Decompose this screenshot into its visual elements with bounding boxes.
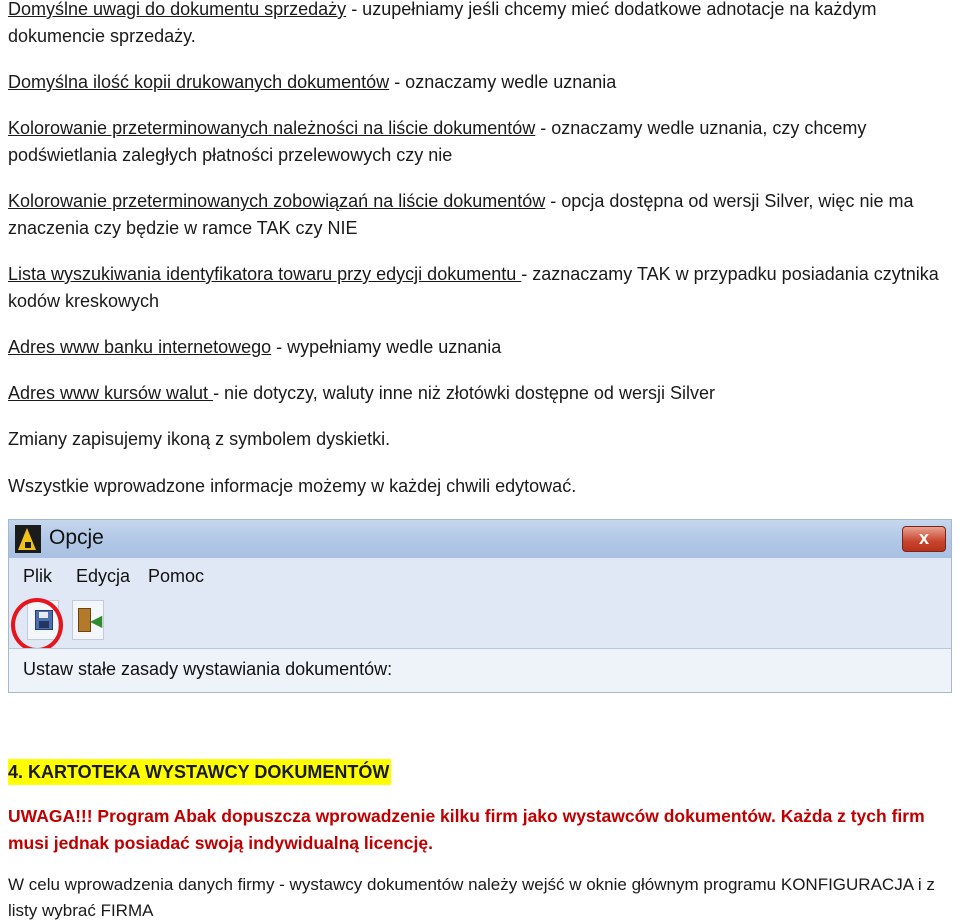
paragraph-text: - oznaczamy wedle uznania <box>389 72 617 92</box>
window-titlebar <box>9 520 951 558</box>
arrow-left-icon: ◀ <box>90 613 103 630</box>
paragraph-text: - oznaczamy wedle uznania, czy chcemy podświetlania zaległych płatności przelewowych czy nie <box>8 118 867 165</box>
window-title: Opcje <box>49 526 104 549</box>
menu-edycja[interactable]: Edycja <box>76 566 131 586</box>
menu-plik[interactable]: Plik <box>23 566 53 586</box>
paragraph-default-notes <box>8 0 953 50</box>
paragraph-overdue-receivables <box>8 115 953 169</box>
link-copy-count[interactable]: Domyślna ilość kopii drukowanych dokumentów <box>8 72 390 92</box>
paragraph-save-hint: Zmiany zapisujemy ikoną z symbolem dyskietki. <box>8 429 391 449</box>
link-bank-url[interactable]: Adres www banku internetowego <box>8 337 272 357</box>
paragraph-bank-url <box>8 334 953 361</box>
exit-button[interactable] <box>72 600 104 640</box>
toolbar <box>9 594 951 648</box>
close-button[interactable]: x <box>902 526 946 552</box>
save-highlight-circle <box>11 598 63 652</box>
paragraph-exchange-rates-url <box>8 380 953 407</box>
link-exchange-rates-url[interactable]: Adres www kursów walut <box>8 383 214 403</box>
options-window <box>8 519 952 693</box>
abak-logo-icon <box>15 525 41 553</box>
section-heading: 4. KARTOTEKA WYSTAWCY DOKUMENTÓW <box>8 759 391 785</box>
status-bar <box>9 648 951 693</box>
menu-bar <box>9 558 951 594</box>
paragraph-text: - opcja dostępna od wersji Silver, więc nie ma znaczenia czy będzie w ramce TAK czy NIE <box>8 191 914 238</box>
paragraph-text: - zaznaczamy TAK w przypadku posiadania czytnika kodów kreskowych <box>8 264 939 311</box>
paragraph-edit-hint: Wszystkie wprowadzone informacje możemy w każdej chwili edytować. <box>8 476 577 496</box>
paragraph-copy-count <box>8 69 953 96</box>
paragraph-item-search-list <box>8 261 953 315</box>
link-item-search-list[interactable]: Lista wyszukiwania identyfikatora towaru przy edycji dokumentu <box>8 264 522 284</box>
paragraph-overdue-liabilities <box>8 188 953 242</box>
link-overdue-receivables[interactable]: Kolorowanie przeterminowanych należności na liście dokumentów <box>8 118 536 138</box>
paragraph-text: - nie dotyczy, waluty inne niż złotówki dostępne od wersji Silver <box>213 383 715 403</box>
warning-text: UWAGA!!! Program Abak dopuszcza wprowadzenie kilku firm jako wystawców dokumentów. Każda z tych firm musi jednak posiadać swoją indywidualną licencję. <box>8 806 925 853</box>
paragraph-text: - uzupełniamy jeśli chcemy mieć dodatkowe adnotacje na każdym dokumencie sprzedaży. <box>8 0 877 46</box>
section-body: W celu wprowadzenia danych firmy - wystawcy dokumentów należy wejść w oknie głównym programu KONFIGURACJA i z listy wybrać FIRMA <box>8 875 935 920</box>
status-text: Ustaw stałe zasady wystawiania dokumentów: <box>23 659 393 679</box>
link-default-notes[interactable]: Domyślne uwagi do dokumentu sprzedaży <box>8 0 347 19</box>
link-overdue-liabilities[interactable]: Kolorowanie przeterminowanych zobowiązań na liście dokumentów <box>8 191 546 211</box>
menu-pomoc[interactable]: Pomoc <box>148 566 205 586</box>
paragraph-text: - wypełniamy wedle uznania <box>271 337 502 357</box>
